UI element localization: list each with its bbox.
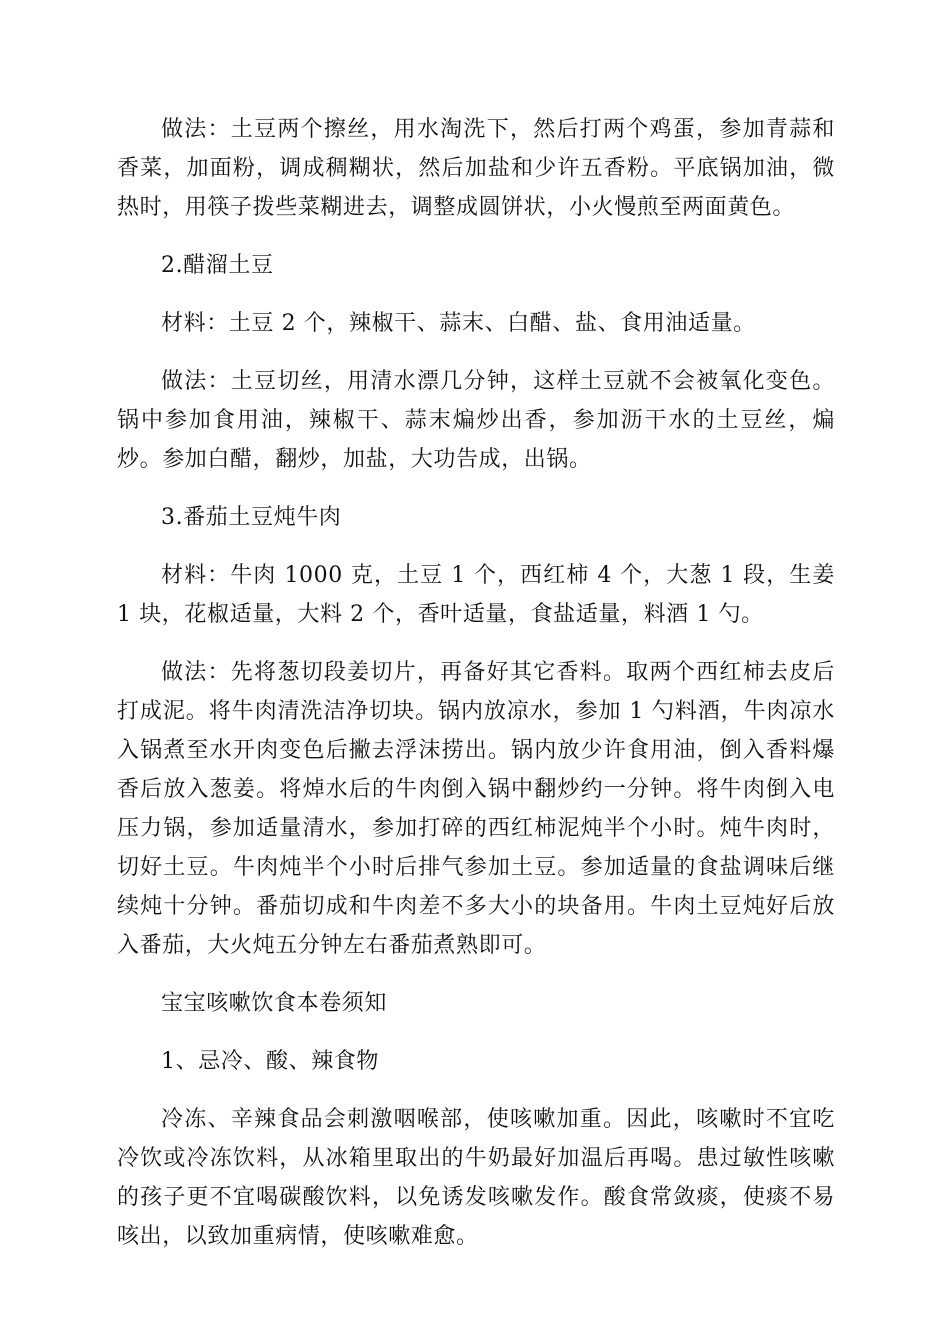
recipe-3-ingredients-paragraph: 材料：牛肉 1000 克，土豆 1 个，西红柿 4 个，大葱 1 段，生姜 1 块，花椒适量，大料 2 个，香叶适量，食盐适量，料酒 1 勺。 xyxy=(117,563,835,627)
subsection-title-avoid-cold-sour-spicy: 1、忌冷、酸、辣食物 xyxy=(161,1049,379,1074)
recipe-2-method-paragraph: 做法：土豆切丝，用清水漂几分钟，这样土豆就不会被氧化变色。锅中参加食用油，辣椒干、蒜末煸炒出香，参加沥干水的土豆丝，煸炒。参加白醋，翻炒，加盐，大功告成，出锅。 xyxy=(117,369,835,472)
recipe-1-method-paragraph: 做法：土豆两个擦丝，用水淘洗下，然后打两个鸡蛋，参加青蒜和香菜，加面粉，调成稠糊状，然后加盐和少许五香粉。平底锅加油，微热时，用筷子拨些菜糊进去，调整成圆饼状，小火慢煎至两面黄色。 xyxy=(117,117,835,220)
recipe-2-title: 2.醋溜土豆 xyxy=(161,253,274,278)
cough-diet-paragraph: 冷冻、辛辣食品会刺激咽喉部，使咳嗽加重。因此，咳嗽时不宜吃冷饮或冷冻饮料，从冰箱里取出的牛奶最好加温后再喝。患过敏性咳嗽的孩子更不宜喝碳酸饮料，以免诱发咳嗽发作。酸食常敛痰，使痰不易咳出，以致加重病情，使咳嗽难愈。 xyxy=(117,1107,835,1249)
recipe-2-ingredients-paragraph: 材料：土豆 2 个，辣椒干、蒜末、白醋、盐、食用油适量。 xyxy=(161,311,756,336)
document-body xyxy=(117,110,835,1275)
section-title-cough-diet: 宝宝咳嗽饮食本卷须知 xyxy=(161,991,388,1016)
recipe-3-title: 3.番茄土豆炖牛肉 xyxy=(161,505,342,530)
recipe-3-method-paragraph: 做法：先将葱切段姜切片，再备好其它香料。取两个西红柿去皮后打成泥。将牛肉清洗洁净切块。锅内放凉水，参加 1 勺料酒，牛肉凉水入锅煮至水开肉变色后撇去浮沫捞出。锅内放少许食用油，倒入香料爆香后放入葱姜。将焯水后的牛肉倒入锅中翻炒约一分钟。将牛肉倒入电压力锅，参加适量清水，参加打碎的西红柿泥炖半个小时。炖牛肉时，切好土豆。牛肉炖半个小时后排气参加土豆。参加适量的食盐调味后继续炖十分钟。番茄切成和牛肉差不多大小的块备用。牛肉土豆炖好后放入番茄，大火炖五分钟左右番茄煮熟即可。 xyxy=(117,660,835,958)
